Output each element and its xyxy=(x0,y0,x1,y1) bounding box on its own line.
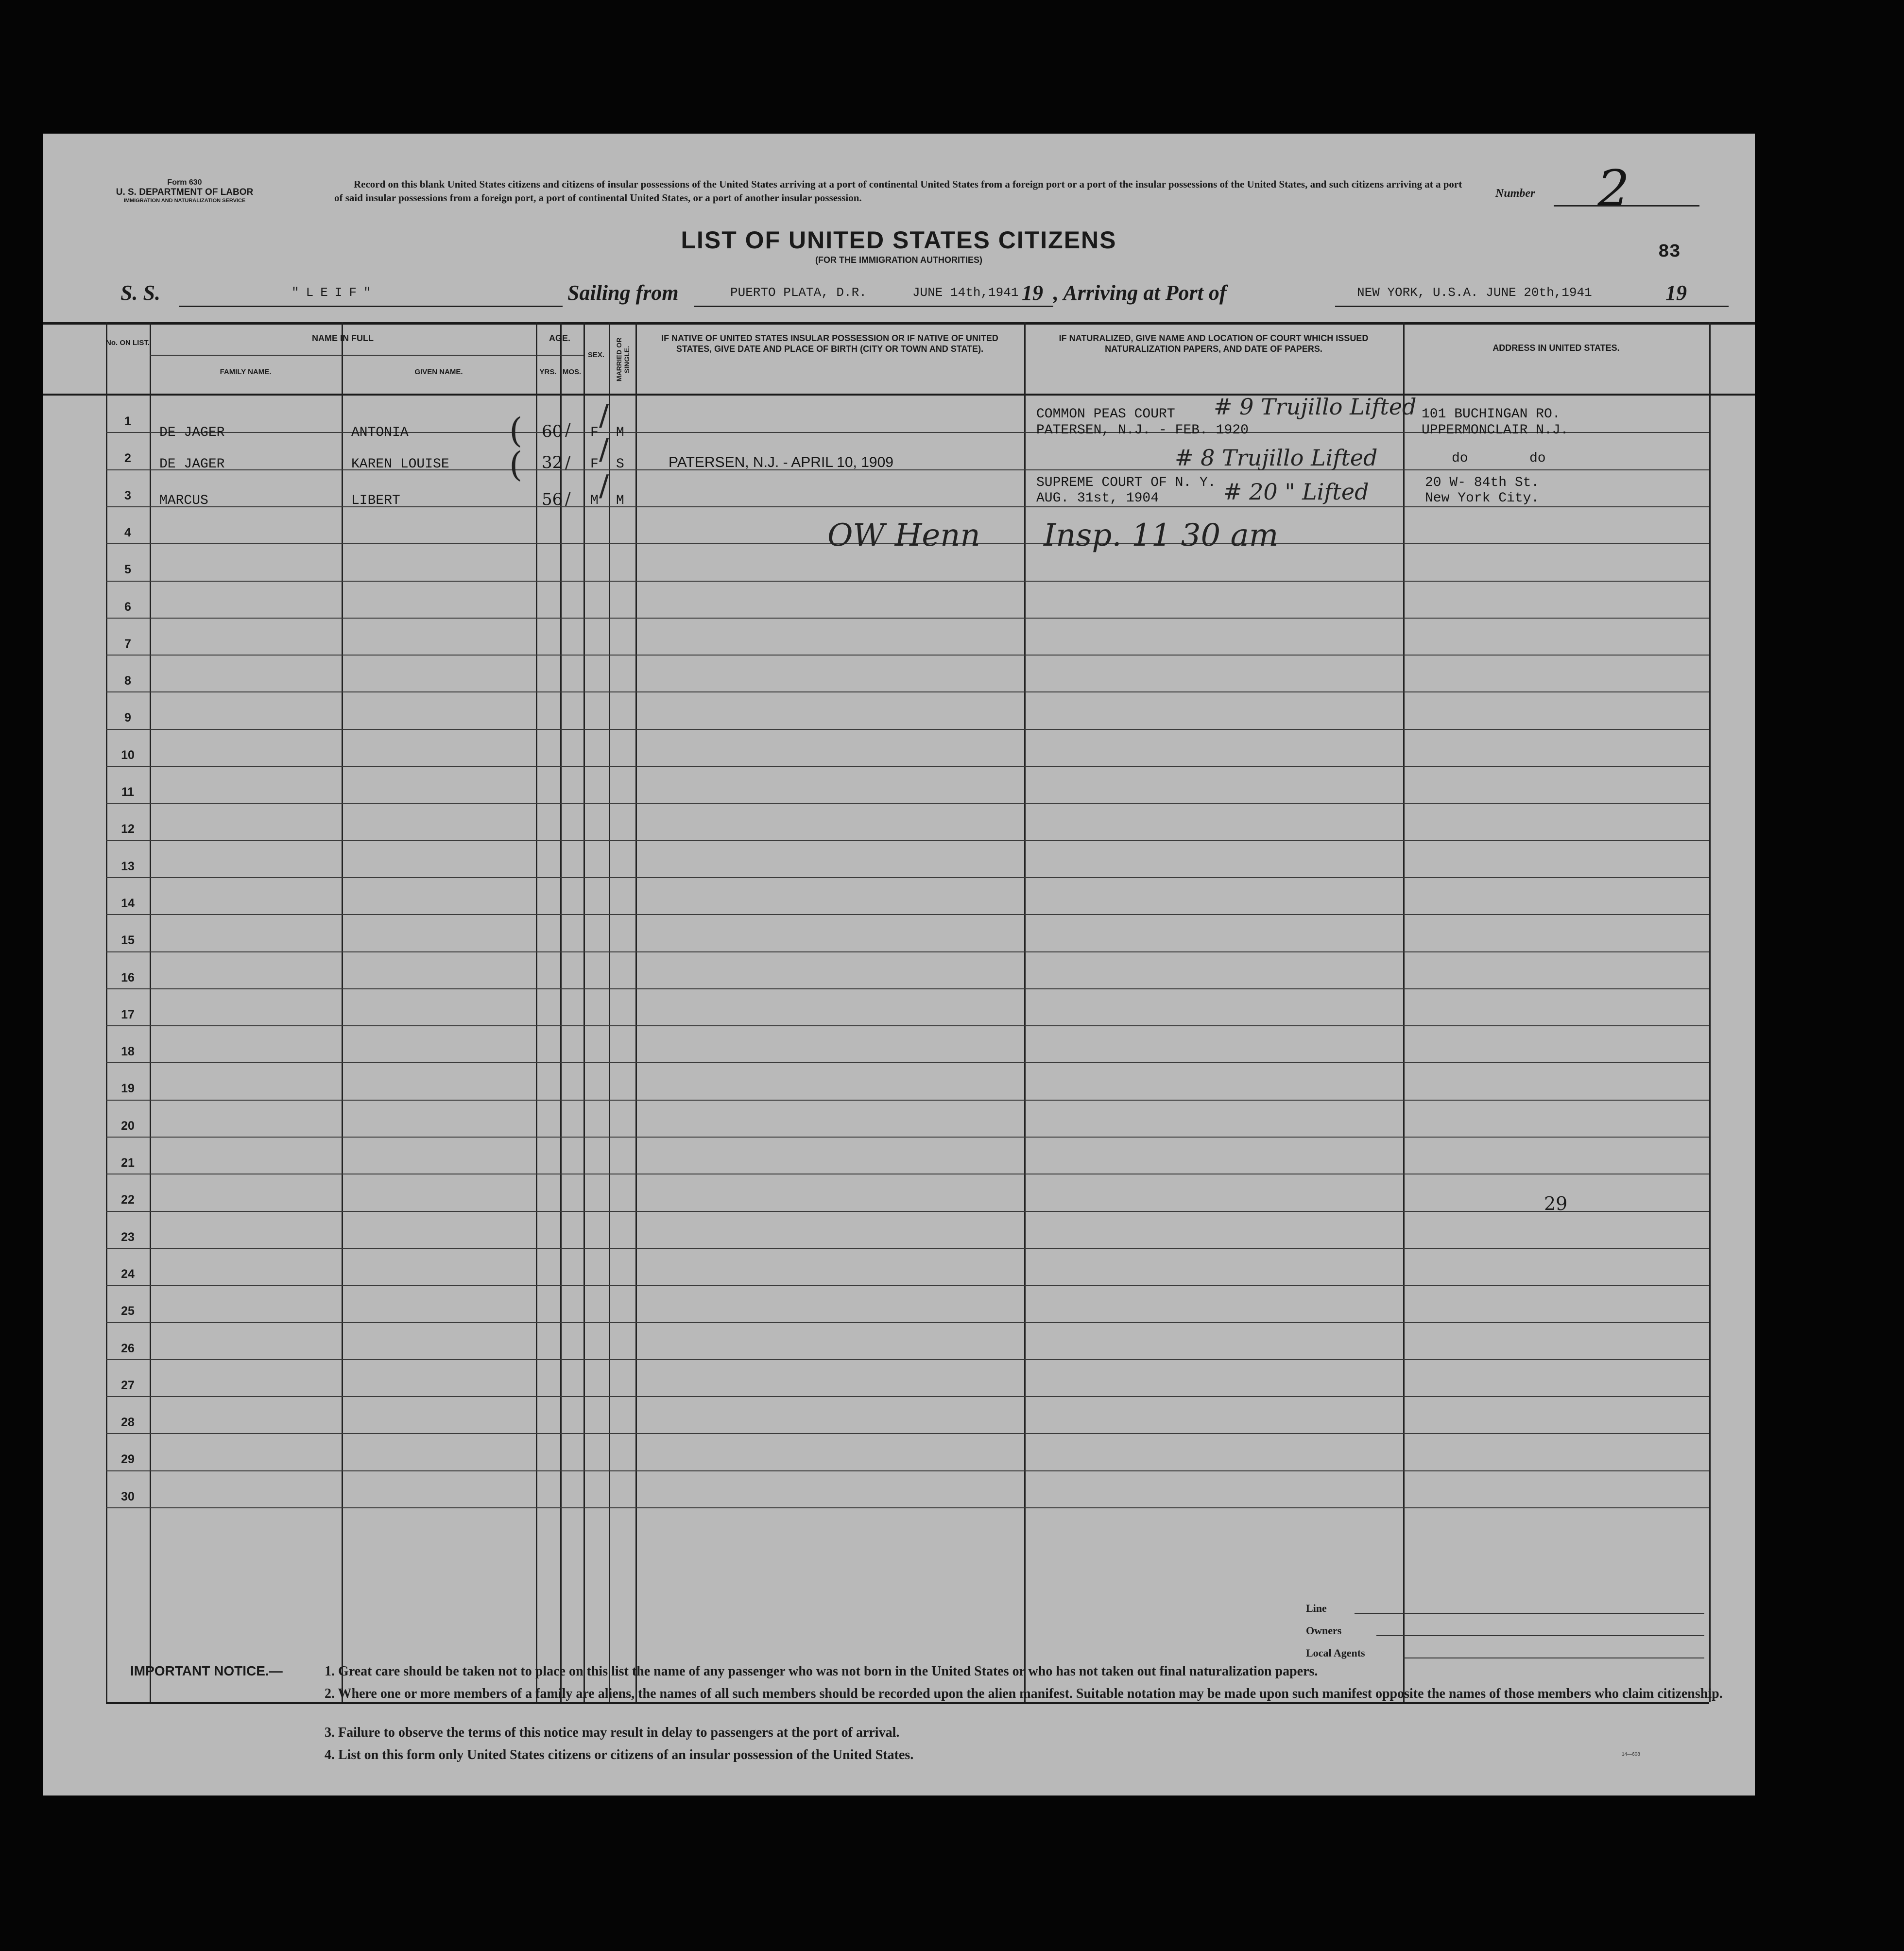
check-slash: / xyxy=(599,469,609,503)
row-rule xyxy=(106,1359,1709,1360)
row-rule xyxy=(106,1137,1709,1138)
row-rule xyxy=(106,1507,1709,1508)
page-number: 83 xyxy=(1658,242,1681,262)
entry-given-name: KAREN LOUISE xyxy=(351,457,449,472)
entry-family-name: DE JAGER xyxy=(159,425,225,440)
row-rule xyxy=(106,506,1709,507)
row-rule xyxy=(106,1062,1709,1063)
row-rule xyxy=(106,1396,1709,1397)
row-rule xyxy=(106,691,1709,692)
header-naturalization: IF NATURALIZED, GIVE NAME AND LOCATION OF COURT WHICH ISSUED NATURALIZATION PAPERS, AND DATE OF PAPERS. xyxy=(1059,333,1369,354)
column-rule xyxy=(150,322,151,1702)
header-name-in-full: NAME IN FULL xyxy=(312,333,374,343)
row-rule xyxy=(106,581,1709,582)
departure-port: PUERTO PLATA, D.R. xyxy=(730,285,867,300)
from-underline xyxy=(694,306,1053,307)
entry-address-line2: do xyxy=(1529,451,1546,466)
form-identifier xyxy=(97,178,272,204)
column-rule xyxy=(1709,322,1711,1702)
row-number: 27 xyxy=(121,1378,135,1392)
header-age-years: YRS. xyxy=(539,368,557,376)
header-given-name: GIVEN NAME. xyxy=(414,368,463,376)
row-number: 15 xyxy=(121,933,135,948)
local-agents-field-label: Local Agents xyxy=(1306,1647,1365,1659)
row-rule xyxy=(106,1100,1709,1101)
column-rule xyxy=(583,322,585,1702)
header-birth-details: IF NATIVE OF UNITED STATES INSULAR POSSESSION OR IF NATIVE OF UNITED STATES, GIVE DATE AND PLACE OF BIRTH (CITY OR TOWN AND STATE). xyxy=(661,333,998,354)
entry-given-name: ANTONIA xyxy=(351,425,409,440)
row-number: 7 xyxy=(124,637,131,651)
document-title: LIST OF UNITED STATES CITIZENS xyxy=(681,226,1117,254)
inspector-signature: OW Henn xyxy=(827,518,980,553)
entry-address-line2: New York City. xyxy=(1425,491,1540,506)
column-rule xyxy=(342,322,343,1702)
row-rule xyxy=(106,914,1709,915)
entry-court: SUPREME COURT OF N. Y. xyxy=(1036,475,1216,490)
arrival-port-date: NEW YORK, U.S.A. JUNE 20th,1941 xyxy=(1357,285,1592,300)
row-rule xyxy=(106,803,1709,804)
document-subtitle: (FOR THE IMMIGRATION AUTHORITIES) xyxy=(815,255,982,265)
row-number: 23 xyxy=(121,1230,135,1244)
handwritten-note: # 9 Trujillo Lifted xyxy=(1214,394,1417,420)
entry-family-name: DE JAGER xyxy=(159,457,225,472)
row-rule xyxy=(106,840,1709,841)
handwritten-note: # 8 Trujillo Lifted xyxy=(1175,445,1378,471)
notice-item: 3. Failure to observe the terms of this notice may result in delay to passengers at the port of arrival. xyxy=(325,1725,900,1740)
print-code: 14—608 xyxy=(1622,1752,1640,1757)
row-number: 18 xyxy=(121,1045,135,1059)
row-rule xyxy=(106,655,1709,656)
row-rule xyxy=(106,951,1709,952)
row-rule xyxy=(106,1322,1709,1323)
entry-given-name: LIBERT xyxy=(351,493,400,508)
column-rule xyxy=(1024,322,1026,1702)
row-rule xyxy=(106,877,1709,878)
row-number: 19 xyxy=(121,1082,135,1096)
entry-address-line1: 20 W- 84th St. xyxy=(1425,475,1540,490)
header-list-number: No. ON LIST. xyxy=(106,339,150,347)
ss-label: S. S. xyxy=(120,281,160,305)
header-family-name: FAMILY NAME. xyxy=(220,368,272,376)
row-number: 14 xyxy=(121,896,135,910)
entry-age-years: 56 xyxy=(542,490,563,509)
list-number: 2 xyxy=(1597,159,1630,218)
table-top-rule xyxy=(43,322,1755,325)
check-slash: / xyxy=(599,432,609,466)
row-number: 4 xyxy=(124,525,131,539)
entry-marital-status: M xyxy=(616,425,624,440)
row-rule xyxy=(106,1470,1709,1471)
notice-title: IMPORTANT NOTICE.— xyxy=(130,1663,283,1678)
entry-marital-status: M xyxy=(616,493,624,508)
notice-item: 4. List on this form only United States citizens or citizens of an insular possession of the United States. xyxy=(325,1747,914,1762)
header-age: AGE. xyxy=(549,333,570,343)
row-number: 13 xyxy=(121,859,135,873)
entry-sex: F xyxy=(590,457,599,472)
row-number: 28 xyxy=(121,1416,135,1430)
row-number: 20 xyxy=(121,1119,135,1133)
row-number: 10 xyxy=(121,748,135,762)
notice-item: 2. Where one or more members of a family are aliens, the names of all such members should be recorded upon the alien manifest. Suitable notation may be made upon such manifest opposite the names of those members who claim citizenship. xyxy=(325,1686,1723,1701)
row-number: 9 xyxy=(124,711,131,725)
row-number: 1 xyxy=(124,414,131,428)
row-rule xyxy=(106,1248,1709,1249)
header-address: ADDRESS IN UNITED STATES. xyxy=(1492,343,1620,353)
family-bracket: ( xyxy=(509,411,523,450)
column-rule xyxy=(560,322,562,1702)
row-number: 8 xyxy=(124,674,131,688)
row-rule xyxy=(106,1211,1709,1212)
entry-family-name: MARCUS xyxy=(159,493,208,508)
department-name: U. S. DEPARTMENT OF LABOR xyxy=(116,187,254,198)
age-subheader-rule xyxy=(536,355,583,356)
entry-address-line1: 101 BUCHINGAN RO. xyxy=(1422,407,1561,422)
row-number: 2 xyxy=(124,451,131,466)
entry-birth-details: PATERSEN, N.J. - APRIL 10, 1909 xyxy=(669,454,893,470)
count-stamp: 29 xyxy=(1544,1193,1568,1214)
arriving-label: , Arriving at Port of xyxy=(1053,281,1227,305)
arrival-year-suffix: 19 xyxy=(1665,281,1687,305)
months-tick: / xyxy=(565,420,571,440)
notice-item: 1. Great care should be taken not to place on this list the name of any passenger who was not born in the United States or who has not taken out final naturalization papers. xyxy=(325,1664,1318,1679)
number-label: Number xyxy=(1495,187,1535,200)
months-tick: / xyxy=(565,453,571,472)
manifest-sheet xyxy=(43,134,1755,1796)
ship-name: "LEIF" xyxy=(292,285,378,300)
row-number: 24 xyxy=(121,1267,135,1281)
ship-underline xyxy=(179,306,563,307)
table-header-rule xyxy=(43,394,1755,396)
inspection-time: Insp. 11 30 am xyxy=(1044,518,1279,553)
row-number: 29 xyxy=(121,1452,135,1467)
entry-age-years: 60 xyxy=(542,422,563,441)
row-rule xyxy=(106,618,1709,619)
entry-sex: M xyxy=(590,493,599,508)
row-number: 3 xyxy=(124,488,131,502)
table-bottom-rule xyxy=(106,1702,1709,1704)
column-rule xyxy=(1403,322,1405,1702)
entry-address-line2: UPPERMONCLAIR N.J. xyxy=(1422,423,1569,438)
number-underline xyxy=(1554,205,1699,207)
column-rule xyxy=(609,322,610,1702)
handwritten-note: # 20 " Lifted xyxy=(1223,479,1369,505)
entry-age-years: 32 xyxy=(542,453,563,472)
form-number: Form 630 xyxy=(167,178,202,187)
sailing-from-label: Sailing from xyxy=(567,281,679,305)
row-number: 16 xyxy=(121,970,135,984)
form-instructions: Record on this blank United States citizens and citizens of insular possessions of the United States arriving at a port of continental United States from a foreign port or a port of the insular possessions of the United States, and such citizens arriving at a port of said insular possessions from a foreign port, a port of continental United States, or a port of another insular possession. xyxy=(334,178,1462,204)
entry-address-line1: do xyxy=(1452,451,1468,466)
row-number: 26 xyxy=(121,1341,135,1355)
row-number: 11 xyxy=(121,785,135,799)
row-number: 6 xyxy=(124,600,131,614)
months-tick: / xyxy=(565,489,571,509)
name-subheader-rule xyxy=(150,355,536,356)
row-rule xyxy=(106,1025,1709,1026)
owners-field-rule xyxy=(1376,1635,1704,1636)
entry-marital-status: S xyxy=(616,457,624,472)
line-field-rule xyxy=(1355,1613,1704,1614)
entry-court-location-date: PATERSEN, N.J. - FEB. 1920 xyxy=(1036,423,1249,438)
entry-court: COMMON PEAS COURT xyxy=(1036,407,1175,422)
row-rule xyxy=(106,1433,1709,1434)
row-number: 25 xyxy=(121,1304,135,1318)
departure-year-suffix: 19 xyxy=(1022,281,1043,305)
row-rule xyxy=(106,766,1709,767)
line-field-label: Line xyxy=(1306,1602,1327,1614)
row-rule xyxy=(106,729,1709,730)
family-bracket: ( xyxy=(509,445,523,484)
row-rule xyxy=(106,469,1709,470)
header-marital-status: MARRIED OR SINGLE. xyxy=(615,337,631,382)
row-number: 21 xyxy=(121,1156,135,1170)
row-rule xyxy=(106,1285,1709,1286)
departure-date: JUNE 14th,1941 xyxy=(912,285,1019,300)
service-name: IMMIGRATION AND NATURALIZATION SERVICE xyxy=(123,198,246,204)
column-rule xyxy=(536,322,537,1702)
entry-sex: F xyxy=(590,425,599,440)
row-number: 22 xyxy=(121,1193,135,1207)
row-number: 17 xyxy=(121,1007,135,1021)
row-number: 12 xyxy=(121,822,135,836)
row-number: 5 xyxy=(124,563,131,577)
row-rule xyxy=(106,988,1709,989)
check-slash: / xyxy=(599,398,609,432)
header-age-months: MOS. xyxy=(562,368,582,376)
owners-field-label: Owners xyxy=(1306,1624,1342,1637)
entry-court-location-date: AUG. 31st, 1904 xyxy=(1036,491,1159,506)
arrival-underline xyxy=(1335,306,1729,307)
local-agents-field-rule xyxy=(1403,1657,1704,1658)
row-number: 30 xyxy=(121,1489,135,1503)
header-sex: SEX. xyxy=(587,351,605,359)
voyage-line xyxy=(120,280,1695,310)
column-rule xyxy=(635,322,637,1702)
